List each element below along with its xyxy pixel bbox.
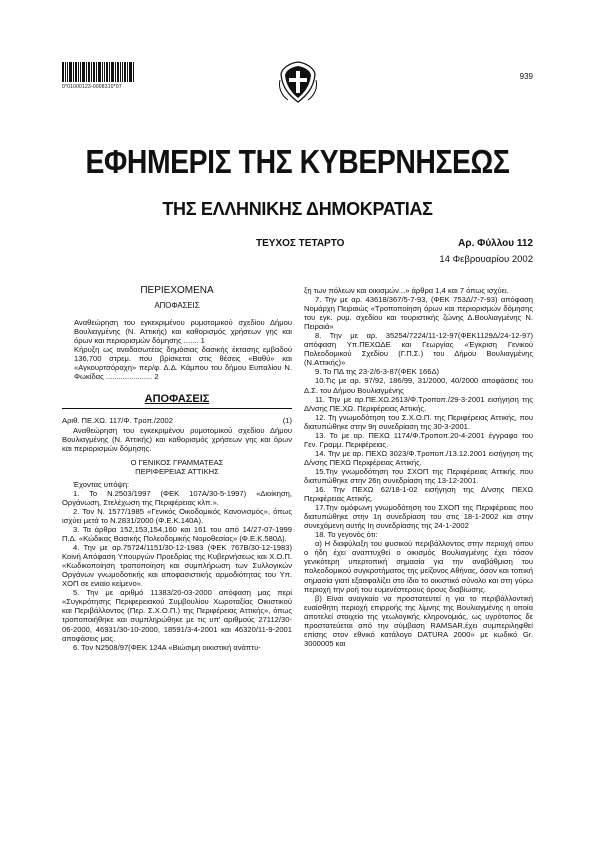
consideration-item: 18. Το γεγονός ότι: <box>315 530 378 540</box>
consideration-item: 6. Τον Ν2508/97(ΦΕΚ 124Α «Βιώσιμη οικιστική ανάπτυ- <box>73 642 261 652</box>
right-column <box>304 286 533 648</box>
barcode <box>62 62 136 82</box>
consideration-item: 11. Την με αρ.ΠΕ.ΧΩ.2613/Φ.Τροποπ./29-3-2001 εισήγηση της Δ/νσης ΠΕ.ΧΩ. Περιφέρειας Αττικής. <box>304 394 533 413</box>
consideration-item: 15.Την γνωμοδότηση του ΣΧΟΠ της Περιφέρειας Αττικής που διατυπώθηκε στην 26η συνεδρίαση της 13-12-2001. <box>304 466 533 485</box>
consideration-item: α) Η διαφύλαξη του φυσικού περιβάλλοντος στην περιοχή οπου ο ήδη έχει αναπτυχθεί ο οικισμός Βουλιαγμένης έχει τόσον γενικότερη υπερτοπική σημασία για την αναβάθμιση του πολεοδομικού συγκροτήματος της μείζονος Αθήνας, όσον και τοπική σημασία γιατί εξασφαλίζει στο ίδιο το οικιστικό σύνολο και στη γύρω περιοχή την ροή του ευμενέστερους όρους διαβίωσης. <box>304 539 533 594</box>
decision-number: Αριθ. ΠΕ.ΧΩ. 117/Φ. Τροπ./2002 <box>62 416 173 426</box>
consideration-item: 9. Το ΠΔ της 23-2/6-3-87(ΦΕΚ 166Δ) <box>315 367 440 377</box>
toc-heading: ΠΕΡΙΕΧΟΜΕΝΑ <box>140 285 214 296</box>
decision-index: (1) <box>282 416 292 426</box>
consideration-item: 14. Την με αρ. ΠΕΧΩ 3023/Φ.Τροποπ./13.12.2001 εισήγηση της Δ/νσης ΠΕΧΩ Περιφέρειας Αττικής. <box>304 448 533 467</box>
consideration-item: 10.Τις με αρ. 97/92, 186/99, 31/2000, 40/2000 αποφάσεις του Δ.Σ. του Δήμου Βουλιαγμένης <box>304 376 533 395</box>
authority-title: Ο ΓΕΝΙΚΟΣ ΓΡΑΜΜΑΤΕΑΣ <box>130 457 224 467</box>
consideration-item: 2. Τον Ν. 1577/1985 «Γενικός Οικοδομικός Κανονισμός», όπως ισχύει μετά το Ν.2831/2000 (Φ.Ε.Κ.140Α). <box>62 506 292 525</box>
consideration-item: 5. Την με αριθμό 11383/20-03-2000 απόφαση μας περί «Συγκρότησης Περιφερειακού Συμβουλίου Χωροταξίας Οικιστικού και Περιβάλλοντος (Περ. Σ.Χ.Ο.Π.) της Περιφέρειας Αττικής», όπως τροποποιήθηκε και συμπληρώθηκε με τις υπ' αριθμούς 27112/30-06-2000, 46931/30-10-2000, 18591/3-4-2001 και 46320/11-9-2001 αποφάσεις μας. <box>62 588 292 643</box>
consideration-item: 12. Τη γνωμοδότηση του Σ.Χ.Ο.Π. της Περιφέρειας Αττικής, που διατυπώθηκε στην 9η συνεδρίαση της 30-3-2001. <box>304 412 533 431</box>
consideration-item: 8. Την με αρ. 35254/7224/11-12-97(ΦΕΚ1129Δ/24-12-97) απόφαση Υπ.ΠΕΧΩΔΕ και Γεωργίας «Έγκριση Γενικού Πολεοδομικού Σχεδίου (Γ.Π.Σ.) του Δήμου Βουλιαγμένης (Ν.Αττικής)» <box>304 331 533 368</box>
left-column <box>62 286 292 652</box>
toc-item[interactable]: Κήρυξη ως αναδασωτέας δημόσιας δασικής έκτασης εμβαδού 136,700 στρεμ. που βρίσκεται στις θέσεις «Βαθύ» και «Αγκουρτσόραχη» περ/φ. Δ.Δ. Κάμπου του δήμου Ευπαλίου Ν. Φωκίδας ...................... 2 <box>74 345 292 382</box>
divider <box>62 408 292 409</box>
page-number: 939 <box>519 72 533 81</box>
consideration-item: 13. Το με αρ. ΠΕΧΩ 1174/Φ.Τροποπ.20-4-2001 έγγραφο του Γεν. Γραμμ. Περιφέρειας. <box>304 430 533 449</box>
consideration-item: 4. Την με αρ.75724/1151/30-12-1983 (ΦΕΚ 767Β/30-12-1983) Κοινή Απόφαση Υπουργών Προεδρίας της Κυβερνήσεως και Χ.Ο.Π. «Κωδικοποίηση τροποποίηση και συμπλήρωση των Συλλογικών Οργάνων γνωμοδοτικής και αποφασιστικής αρμοδιότητας του Υπ. ΧΟΠ σε ενιαίο κείμενο». <box>62 543 292 589</box>
consideration-continuation: ξη των πόλεων και οικισμών...» άρθρα 1,4 και 7 όπως ισχύει. <box>304 286 509 295</box>
gazette-subtitle: ΤΗΣ ΕΛΛΗΝΙΚΗΣ ΔΗΜΟΚΡΑΤΙΑΣ <box>162 199 433 219</box>
consideration-item: 17.Την ομόφωνη γνωμοδότηση του ΣΧΟΠ της Περιφέρειας που διατυπώθηκε στην 1η συνεδρίαση του στις 18-1-2002 και στην συνεχόμενη αυτής Ιη συνεδρίασης της 24-1-2002 <box>304 503 533 531</box>
decision-reference <box>62 416 292 425</box>
barcode-number: 0*01000123-0008310*07 <box>62 84 122 90</box>
gazette-title: ΕΦΗΜΕΡΙΣ ΤΗΣ ΚΥΒΕΡΝΗΣΕΩΣ <box>85 143 510 180</box>
consideration-item: 16. Την ΠΕΧΩ 62/18-1-02 εισήγηση της Δ/νσης ΠΕΧΩ Περιφέρειας Αττικής. <box>304 485 533 504</box>
authority-region: ΠΕΡΙΦΕΡΕΙΑΣ ΑΤΤΙΚΗΣ <box>135 466 219 476</box>
consideration-item: 1. Το Ν.2503/1997 (ΦΕΚ 107Α/30-5-1997) «Διοίκηση, Οργάνωση, Στελέχωση της Περιφέρειας κλπ.». <box>62 488 292 507</box>
decision-subject: Αναθεώρηση του εγκεκριμένου ρυμοτομικού σχεδίου Δήμου Βουλιαγμένης (Ν. Αττικής) και καθορισμός χρήσεων γης και όρων και περιορισμών δόμησης. <box>62 425 292 453</box>
considering-label: Έχοντας υπόψη: <box>73 479 130 489</box>
consideration-item: β) Είναι αναγκαίο να προστατευτεί η για το περιβάλλοντική ευαίσθητη περιοχή επιρροής της λίμνης της Βουλιαγμένης η οποία αποτελεί στοιχείο της γεωλογικής κληρονομιάς, ως υγρότοπος δε προστατεύεται από την σύμβαση RAMSAR,έχει συμπεριληφθεί επίσης στον εθνικό κατάλογο DATURA 2000» με κωδικό Gr. 3000005 και <box>304 593 533 648</box>
toc-section: ΑΠΟΦΑΣΕΙΣ <box>154 301 200 311</box>
consideration-item: 7. Την με αρ. 43618/367/5-7-93, (ΦΕΚ 753Δ/7-7-93) απόφαση Νομάρχη Πειραιώς «Τροποποίηση όρων και περιορισμών δόμησης του εγκ. ρυμ. σχεδίου και τουριστικής ζώνης Δ.Βουλιαγμένης Ν. Πειραιά» <box>304 295 533 332</box>
issue-volume: ΤΕΥΧΟΣ ΤΕΤΑΡΤΟ <box>256 238 345 249</box>
issue-date: 14 Φεβρουαρίου 2002 <box>439 254 533 265</box>
greek-coat-of-arms-icon <box>276 60 320 104</box>
toc-item[interactable]: Αναθεώρηση του εγκεκριμένου ρυμοτομικού σχεδίου Δήμου Βουλιαγμένης (Ν. Αττικής) και καθορισμός χρήσεων γης και όρων και περιορισμών δόμησης ....... 1 <box>74 318 292 346</box>
sheet-number: Αρ. Φύλλου 112 <box>458 238 533 249</box>
issue-line <box>62 238 533 249</box>
consideration-item: 3. Τα άρθρα 152,153,154,160 και 161 του από 14/27-07-1999 Π.Δ. «Κώδικας Βασικής Πολεοδομικής Νομοθεσίας» (Φ.Ε.Κ.580Δ). <box>62 524 292 544</box>
decisions-heading: ΑΠΟΦΑΣΕΙΣ <box>144 393 210 406</box>
